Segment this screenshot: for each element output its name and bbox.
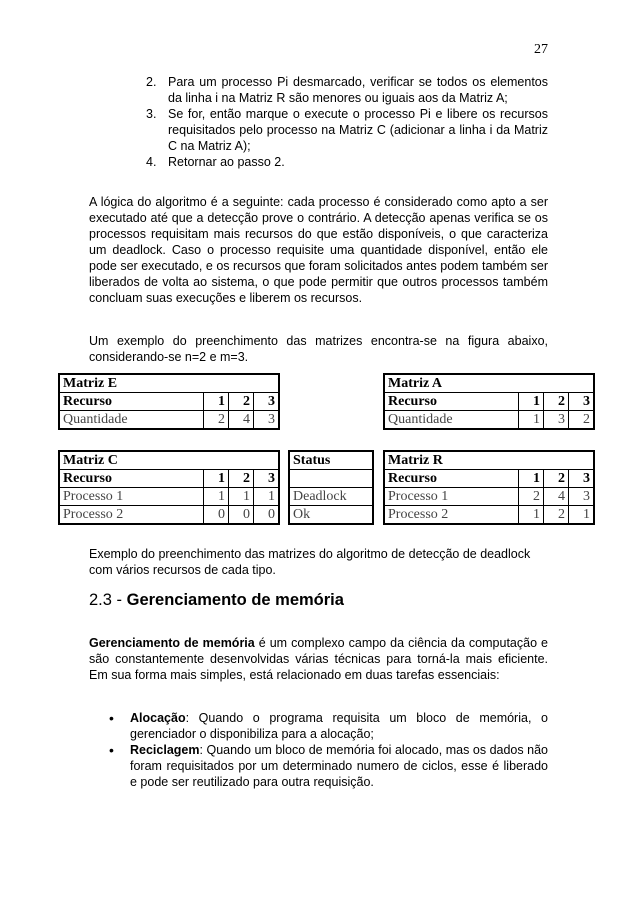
table-row <box>289 488 373 506</box>
bullet-icon: • <box>109 742 114 758</box>
table-cell: 2 <box>519 488 544 506</box>
paragraph-memory-management <box>89 635 548 683</box>
table-cell: 1 <box>519 506 544 525</box>
table-row <box>59 411 279 430</box>
column-header: 3 <box>569 393 595 411</box>
figure-caption: Exemplo do preenchimento das matrizes do algoritmo de detecção de deadlock com vários recursos de cada tipo. <box>89 547 531 577</box>
list-item <box>146 74 548 106</box>
column-header: 3 <box>254 470 280 488</box>
row-label: Quantidade <box>384 411 519 430</box>
list-item <box>106 710 548 742</box>
matrix-title: Matriz E <box>59 374 279 393</box>
table-row <box>59 488 279 506</box>
row-label: Quantidade <box>59 411 204 430</box>
column-header: 3 <box>569 470 595 488</box>
step-text: Se for, então marque o execute o processo Pi e libere os recursos requisitados pelo processo na Matriz C (adicionar a linha i da Matriz C na Matriz A); <box>168 107 548 153</box>
column-header: 1 <box>519 470 544 488</box>
page-number: 27 <box>534 42 548 57</box>
matrix-title: Matriz R <box>384 451 594 470</box>
bold-term: Gerenciamento de memória <box>89 636 255 650</box>
table-cell: 1 <box>204 488 229 506</box>
table-cell: 3 <box>569 488 595 506</box>
table-cell: 0 <box>254 506 280 525</box>
table-cell: 0 <box>204 506 229 525</box>
algorithm-steps <box>146 74 548 170</box>
table-cell: 1 <box>254 488 280 506</box>
table-cell: 1 <box>569 506 595 525</box>
step-number: 2. <box>146 75 157 89</box>
table-cell: 1 <box>229 488 254 506</box>
table-row <box>59 506 279 525</box>
table-row <box>384 488 594 506</box>
step-text: Retornar ao passo 2. <box>168 155 285 169</box>
column-header: 1 <box>204 470 229 488</box>
table-row <box>384 506 594 525</box>
table-cell: 2 <box>204 411 229 430</box>
row-label: Processo 1 <box>59 488 204 506</box>
table-cell: 3 <box>254 411 280 430</box>
table-cell: 1 <box>519 411 544 430</box>
step-text: Para um processo Pi desmarcado, verificar se todos os elementos da linha i na Matriz R são menores ou iguais aos da Matriz A; <box>168 75 548 105</box>
bold-term: Alocação <box>130 711 186 725</box>
matrix-title: Matriz A <box>384 374 594 393</box>
column-header: 2 <box>229 470 254 488</box>
table-cell: 3 <box>544 411 569 430</box>
column-header: 2 <box>229 393 254 411</box>
list-item <box>106 742 548 790</box>
paragraph-text: é um complexo campo da ciência da computação e são constantemente desenvolvidas várias técnicas para torná-la mais eficiente. Em sua forma mais simples, está relacionado em duas tarefas essenciais: <box>89 636 548 682</box>
table-cell: 2 <box>544 506 569 525</box>
memory-tasks-list <box>106 710 548 790</box>
section-title: Gerenciamento de memória <box>126 591 344 609</box>
matrix-a-table <box>383 373 595 430</box>
matrix-r-table <box>383 450 595 525</box>
column-header: 3 <box>254 393 280 411</box>
paragraph-example-intro: Um exemplo do preenchimento das matrizes encontra-se na figura abaixo, considerando-se n=2 e m=3. <box>89 334 548 364</box>
table-row <box>289 506 373 525</box>
paragraph-algorithm-logic: A lógica do algoritmo é a seguinte: cada processo é considerado como apto a ser executado até que a detecção prove o contrário. A detecção apenas verifica se os processos requisitam mais recursos do que estão disponíveis, o que caracteriza um deadlock. Caso o processo requisite uma quantidade disponível, então ele pode ser executado, e os recursos que foram solicitados antes podem também ser liberados de volta ao sistema, o que pode permitir que outros processos também concluam suas execuções e liberem os recursos. <box>89 195 548 305</box>
bullet-icon: • <box>109 710 114 726</box>
status-value: Ok <box>289 506 373 525</box>
matrix-title: Matriz C <box>59 451 279 470</box>
section-number: 2.3 - <box>89 591 127 609</box>
list-item-text: : Quando um bloco de memória foi alocado, mas os dados não foram requisitados por um determinado numero de ciclos, esse é liberado e pode ser reutilizado para outra requisição. <box>130 743 548 789</box>
row-label: Processo 2 <box>59 506 204 525</box>
column-header: 2 <box>544 470 569 488</box>
list-item <box>146 154 548 170</box>
list-item <box>146 106 548 154</box>
column-header: 1 <box>204 393 229 411</box>
column-header: Recurso <box>384 470 519 488</box>
status-value: Deadlock <box>289 488 373 506</box>
table-row <box>384 411 594 430</box>
column-header: Recurso <box>59 470 204 488</box>
matrix-c-table <box>58 450 280 525</box>
status-table <box>288 450 374 525</box>
row-label: Processo 1 <box>384 488 519 506</box>
step-number: 3. <box>146 107 157 121</box>
table-cell: 4 <box>229 411 254 430</box>
bold-term: Reciclagem <box>130 743 200 757</box>
section-heading <box>89 591 344 610</box>
column-header: 2 <box>544 393 569 411</box>
table-cell: 0 <box>229 506 254 525</box>
list-item-text: : Quando o programa requisita um bloco de memória, o gerenciador o disponibiliza para a alocação; <box>130 711 548 741</box>
table-cell: 4 <box>544 488 569 506</box>
table-cell: 2 <box>569 411 595 430</box>
step-number: 4. <box>146 155 157 169</box>
column-header <box>289 470 373 488</box>
column-header: 1 <box>519 393 544 411</box>
matrix-title: Status <box>289 451 373 470</box>
column-header: Recurso <box>59 393 204 411</box>
matrix-e-table <box>58 373 280 430</box>
row-label: Processo 2 <box>384 506 519 525</box>
column-header: Recurso <box>384 393 519 411</box>
